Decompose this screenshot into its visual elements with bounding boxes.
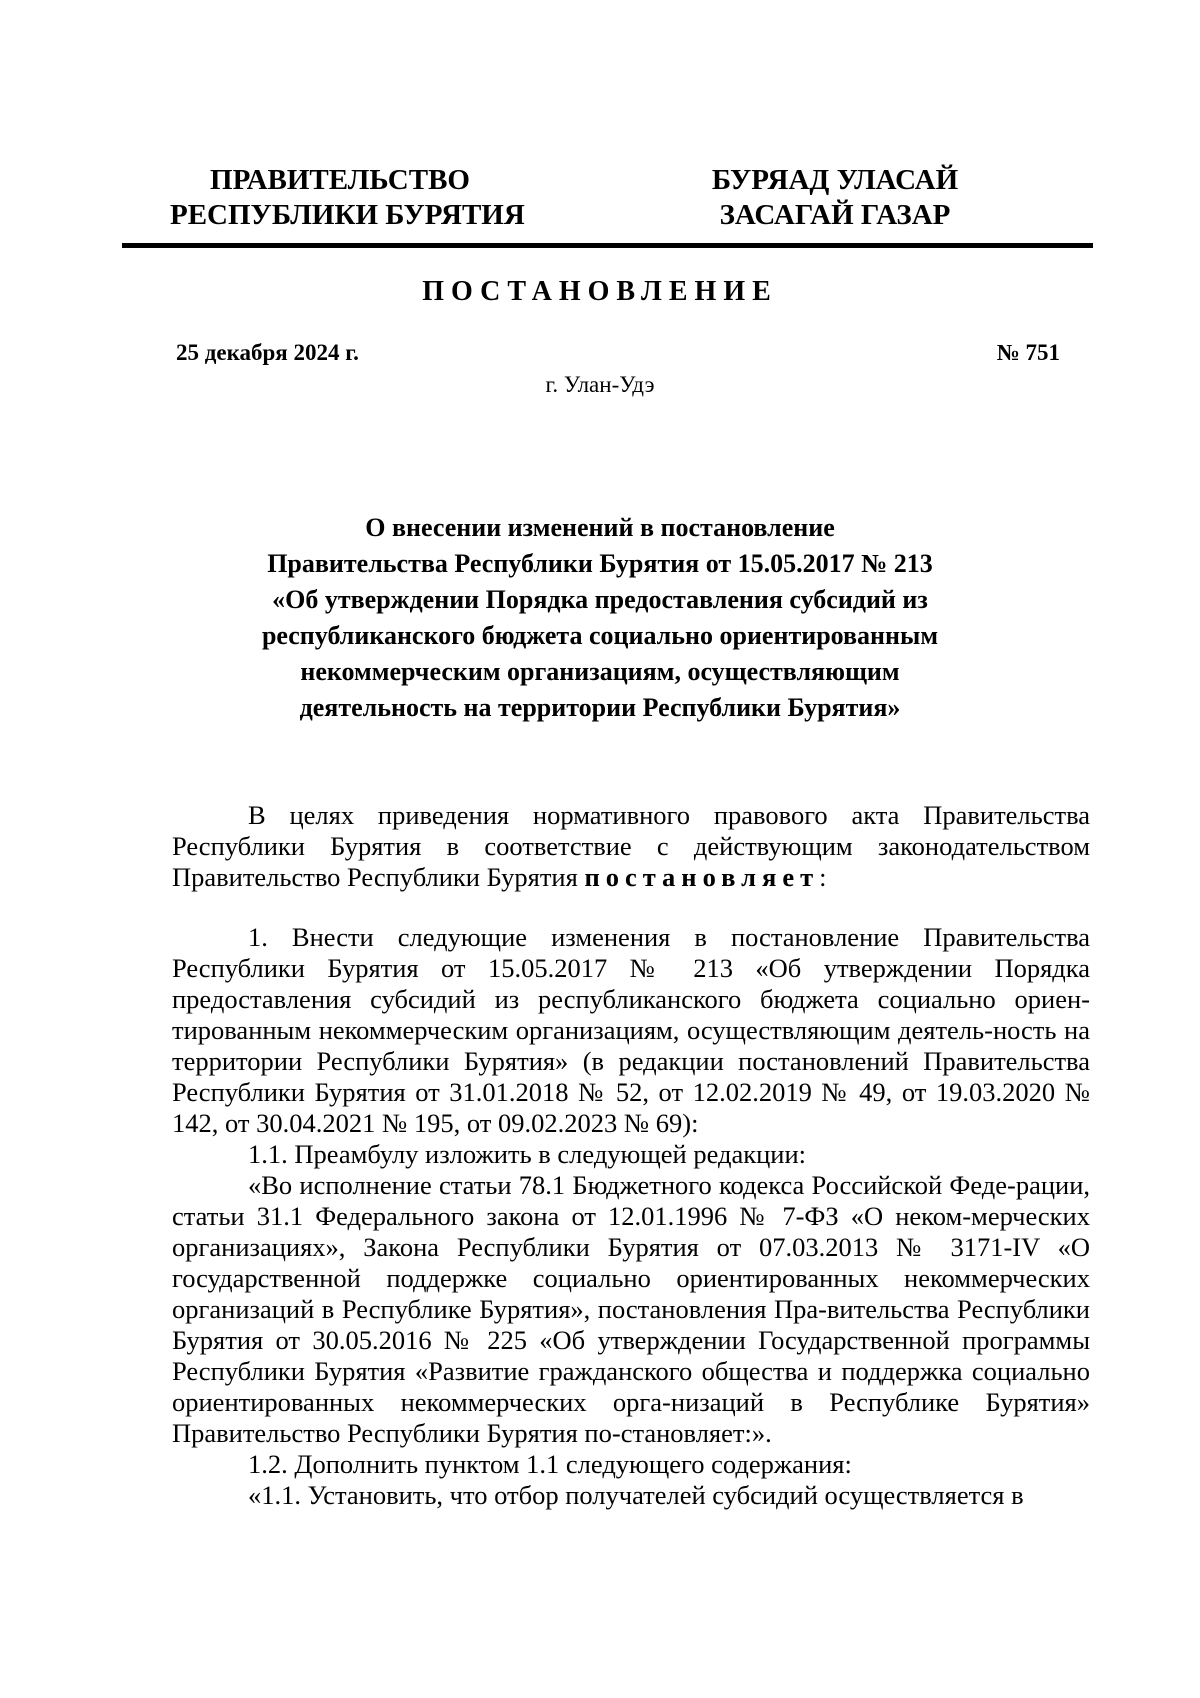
body-paragraph: «Во исполнение статьи 78.1 Бюджетного кодекса Российской Феде-рации, статьи 31.1 Федерального закона от 12.01.1996 № 7-ФЗ «О неком-мерческих организациях», Закона Республики Бурятия от 07.03.2013 № 3171-IV «О государственной поддержке социально ориентированных некоммерческих организаций в Республике Бурятия», постановления Пра-вительства Республики Бурятия от 30.05.2016 № 225 «Об утверждении Государственной программы Республики Бурятия «Развитие гражданского общества и поддержка социально ориентированных некоммерческих орга-низаций в Республике Бурятия» Правительство Республики Бурятия по-становляет:».: [172, 1170, 1090, 1448]
title-line: О внесении изменений в постановление: [365, 513, 835, 542]
document-type: ПОСТАНОВЛЕНИЕ: [422, 276, 778, 307]
title-line: некоммерческим организациям, осуществляющим: [300, 657, 900, 686]
body-paragraph: 1. Внести следующие изменения в постановление Правительства Республики Бурятия от 15.05.2017 № 213 «Об утверждении Порядка предоставления субсидий из республиканского бюджета социально ориен-тированным некоммерческим организациям, осуществляющим деятель-ность на территории Республики Бурятия» (в редакции постановлений Правительства Республики Бурятия от 31.01.2018 № 52, от 12.02.2019 № 49, от 19.03.2020 № 142, от 30.04.2021 № 195, от 09.02.2023 № 69):: [172, 922, 1090, 1138]
preamble-tail: :: [819, 862, 827, 892]
document-city: г. Улан-Удэ: [545, 372, 655, 397]
body-paragraph: «1.1. Установить, что отбор получателей субсидий осуществляется в: [248, 1480, 1024, 1510]
header-divider: [122, 243, 1093, 248]
government-name-buryat-line-1: БУРЯАД УЛАСАЙ: [711, 164, 959, 196]
government-name-line-2: РЕСПУБЛИКИ БУРЯТИЯ: [170, 199, 525, 231]
government-name-line-1: ПРАВИТЕЛЬСТВО: [210, 164, 470, 196]
document-body: [172, 800, 1090, 1511]
document-title: [150, 510, 1050, 726]
title-line: «Об утверждении Порядка предоставления субсидий из: [272, 585, 928, 614]
decree-word: постановляет: [584, 862, 820, 892]
title-line: республиканского бюджета социально ориентированным: [261, 621, 939, 650]
body-paragraph: 1.2. Дополнить пунктом 1.1 следующего содержания:: [248, 1449, 852, 1479]
government-name-buryat: [690, 163, 980, 233]
preamble-paragraph: [172, 800, 1090, 893]
title-line: Правительства Республики Бурятия от 15.05.2017 № 213: [267, 549, 933, 578]
body-paragraph: 1.1. Преамбулу изложить в следующей редакции:: [248, 1139, 807, 1169]
title-line: деятельность на территории Республики Бурятия»: [299, 693, 901, 722]
preamble-text: В целях приведения нормативного правового акта Правительства Республики Бурятия в соответствие с действующим законодательством Правительство Республики Бурятия: [172, 800, 1090, 892]
government-name-buryat-line-2: ЗАСАГАЙ ГАЗАР: [719, 199, 951, 231]
document-date: 25 декабря 2024 г.: [176, 340, 359, 365]
document-number: № 751: [996, 340, 1060, 365]
government-name-russian: [170, 163, 525, 233]
